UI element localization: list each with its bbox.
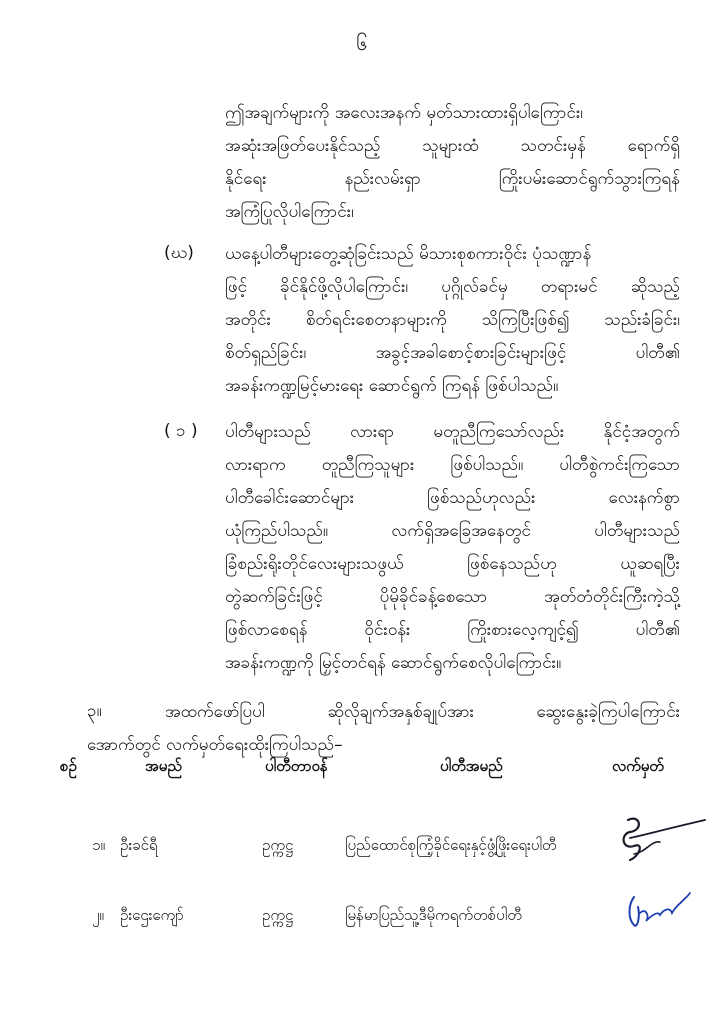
text-line: ယနေ့ပါတီများတွေ့ဆုံခြင်းသည် မိသားစုစကားဝိုင်း ပုံသဏ္ဍာန်	[225, 244, 592, 264]
header-signature: လက်မှတ်	[612, 757, 664, 775]
text-line: ဖြစ်လာစေရန် ဝိုင်းဝန်း ကြိုးစားလေ့ကျင့်၍ ပါတီ၏	[225, 620, 680, 640]
row-serial: ၁။	[92, 836, 105, 854]
text-line: တွဲဆက်ခြင်းဖြင့် ပိုမိုခိုင်ခန့်စေသော အုတ်တံတိုင်းကြီးကဲ့သို့	[225, 587, 680, 607]
row-party: မြန်မာပြည်သူ့ဒီမိုကရက်တစ်ပါတီ	[345, 906, 522, 924]
header-party-role: ပါတီတာဝန်	[265, 757, 328, 775]
paragraph-three-line1	[165, 696, 680, 729]
text-line: စိတ်ရှည်ခြင်း၊ အခွင့်အခါစောင့်စားခြင်းများဖြင့် ပါတီ၏	[225, 343, 680, 363]
text-line: နိုင်ရေး နည်းလမ်းရှာ ကြိုးပမ်းဆောင်ရွက်သွားကြရန်	[225, 169, 680, 189]
signature-1	[600, 810, 710, 870]
text-line: အခန်းကဏ္ဍကို မြှင့်တင်ရန် ဆောင်ရွက်စေလိုပါကြောင်း။	[225, 653, 562, 673]
text-line: ယုံကြည်ပါသည်။ လက်ရှိအခြေအနေတွင် ပါတီများသည်	[225, 521, 680, 541]
row-role: ဥက္ကဋ္ဌ	[262, 906, 294, 924]
row-name: ဦးခင်ရီ	[120, 836, 158, 854]
text-line: ဤအချက်များကို အလေးအနက် မှတ်သားထားရှိပါကြောင်း၊	[225, 103, 583, 123]
paragraph-nga	[225, 416, 680, 680]
paragraph-gha	[225, 238, 680, 403]
signature-2	[620, 885, 695, 935]
text-line: ပါတီခေါင်းဆောင်များ ဖြစ်သည်ဟုလည်း လေးနက်စွာ	[225, 488, 680, 508]
paragraph-marker: (ဃ)	[164, 243, 194, 263]
row-serial: ၂။	[92, 906, 104, 924]
text-line: ဖြင့် ခိုင်နိုင်ဖို့လိုပါကြောင်း၊ ပုဂ္ဂိုလ်ခင်မှ တရားမင် ဆိုသည့်	[225, 277, 680, 297]
text-line: အောက်တွင် လက်မှတ်ရေးထိုးကြပါသည်–	[87, 735, 343, 755]
header-name: အမည်	[145, 757, 182, 775]
paragraph-continuation	[225, 97, 680, 229]
text-line: အတိုင်း စိတ်ရင်းစေတနာများကို သိကြပြီးဖြစ်၍ သည်းခံခြင်း၊	[225, 310, 680, 330]
text-line: အဆုံးအဖြတ်ပေးနိုင်သည့် သူများထံ သတင်းမှန် ရောက်ရှိ	[225, 136, 680, 156]
page-number: ၆	[356, 31, 368, 55]
text-line: လားရာက တူညီကြသူများ ဖြစ်ပါသည်။ ပါတီစွဲကင်းကြသော	[225, 455, 680, 475]
text-line: အခန်းကဏ္ဍမြင့်မားရေး ဆောင်ရွက် ကြရန် ဖြစ်ပါသည်။	[225, 376, 559, 396]
paragraph-marker: ( ၁ )	[164, 421, 198, 441]
header-serial: စဉ်	[60, 757, 77, 775]
text-line: အကြံပြုလိုပါကြောင်း၊	[225, 202, 354, 222]
paragraph-number: ၃။	[87, 701, 102, 721]
row-role: ဥက္ကဋ္ဌ	[262, 836, 294, 854]
text-line: ခြံစည်းရိုးတိုင်လေးများသဖွယ် ဖြစ်နေသည်ဟု ယူဆရပြီး	[225, 554, 680, 574]
row-party: ပြည်ထောင်စုကြံ့ခိုင်ရေးနှင့်ဖွံ့ဖြိုးရေးပါတီ	[345, 836, 557, 854]
row-name: ဦးဌေးကျော်	[120, 906, 184, 924]
text-line: အထက်ဖော်ပြပါ ဆိုလိုချက်အနှစ်ချုပ်အား ဆွေးနွေးခဲ့ကြပါကြောင်း	[165, 702, 680, 722]
header-party-name: ပါတီအမည်	[440, 757, 503, 775]
text-line: ပါတီများသည် လားရာ မတူညီကြသော်လည်း နိုင်ငံ့အတွက်	[225, 422, 680, 442]
